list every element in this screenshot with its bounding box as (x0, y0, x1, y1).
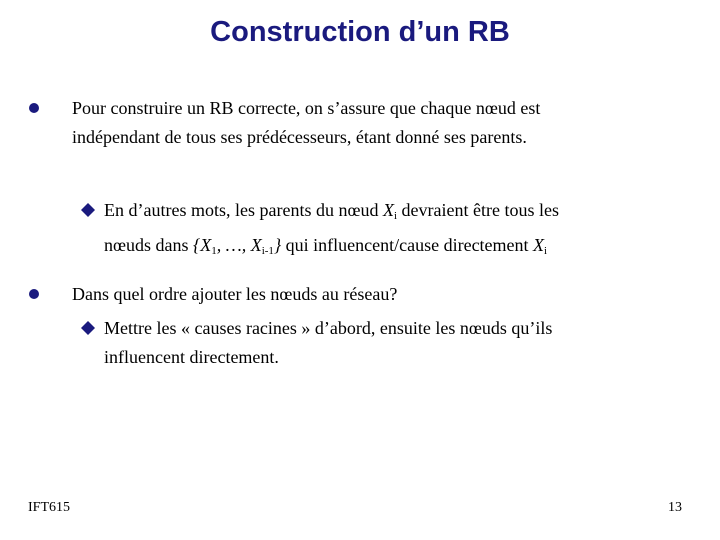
footer-course: IFT615 (28, 500, 70, 515)
sub-bullet-2-text (104, 314, 552, 372)
subscript: i (544, 245, 548, 257)
text-segment: En d’autres mots, les parents du nœud (104, 200, 383, 220)
bullet-1-line1: Pour construire un RB correcte, on s’assure que chaque nœud est (72, 98, 541, 118)
set-open: {X (193, 235, 212, 255)
diamond-bullet-icon (80, 320, 96, 336)
bullet-1-text (72, 94, 540, 152)
sub-bullet-2-line1: Mettre les « causes racines » d’abord, ensuite les nœuds qu’ils (104, 318, 553, 338)
diamond-bullet-icon (80, 202, 96, 218)
set-mid: , …, X (216, 235, 262, 255)
bullet-dot-icon (29, 289, 39, 299)
sub-bullet-1-text (104, 196, 559, 266)
bullet-2-text: Dans quel ordre ajouter les nœuds au réseau? (72, 284, 398, 304)
text-segment: devraient être tous les (397, 200, 559, 220)
subscript: 1 (211, 245, 217, 257)
var-x: X (533, 235, 545, 255)
text-segment: qui influencent/cause directement (281, 235, 534, 255)
page-number: 13 (668, 500, 682, 515)
sub-bullet-1-line2 (104, 231, 559, 266)
subscript: i (393, 210, 398, 222)
sub-bullet-1-line1 (104, 196, 559, 231)
sub-bullet-2-line2: influencent directement. (104, 347, 279, 367)
subscript: i-1 (261, 245, 274, 257)
slide-title: Construction d’un RB (210, 16, 510, 48)
bullet-dot-icon (29, 103, 39, 113)
bullet-1-line2: indépendant de tous ses prédécesseurs, étant donné ses parents. (72, 127, 527, 147)
set-close: } (273, 235, 282, 255)
text-segment: nœuds dans (104, 235, 193, 255)
var-x: X (382, 200, 394, 220)
